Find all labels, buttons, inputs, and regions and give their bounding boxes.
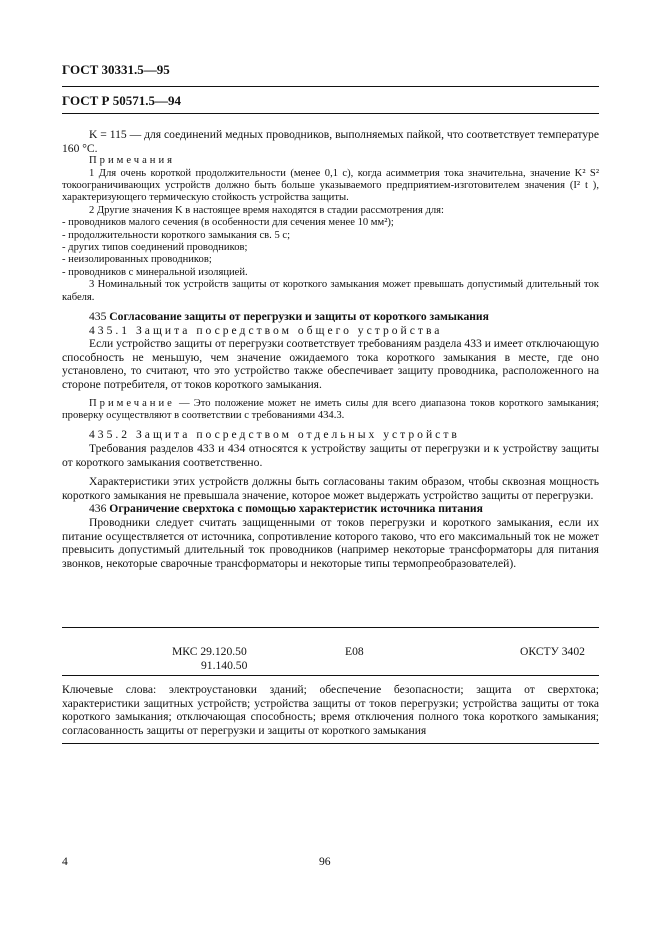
note-label: Примечание: [89, 397, 175, 409]
keywords-block: [62, 683, 599, 737]
footer-divider-bottom: [62, 743, 599, 744]
note-3: 3 Номинальный ток устройств защиты от короткого замыкания может превышать допустимый длительный ток кабеля.: [62, 279, 599, 303]
header-divider: [62, 86, 599, 87]
e08-code: Е08: [345, 645, 364, 658]
section-number: 435: [89, 310, 107, 324]
section-435-2-heading: 435.2 Защита посредством отдельных устройств: [89, 428, 460, 442]
section-435-1-note: [62, 398, 599, 423]
section-435-2-text-1: Требования разделов 433 и 434 относятся к устройству защиты от перегрузки и к устройству защиты от короткого замыкания соответственно.: [62, 442, 599, 469]
note-2-item: - проводников малого сечения (в особенности для сечения менее 10 мм²);: [62, 217, 394, 229]
note-2-item: - других типов соединений проводников;: [62, 242, 248, 254]
document-page: [62, 62, 599, 570]
header-divider-2: [62, 113, 599, 114]
section-436-text: Проводники следует считать защищенными от токов перегрузки и короткого замыкания, если их питание осуществляется от источника, сопротивление которого таково, что его максимальный ток не может превысить допустимый длительный ток проводников (например некоторые трансформаторы для питания звонков, некоторые сварочные трансформаторы и некоторые типы термопреобразователей).: [62, 516, 599, 570]
note-2-item: - проводников с минеральной изоляцией.: [62, 266, 248, 278]
section-title: Согласование защиты от перегрузки и защиты от короткого замыкания: [109, 310, 489, 324]
page-number-left: 4: [62, 855, 68, 868]
section-435-2-text-2: Характеристики этих устройств должны быть согласованы таким образом, чтобы сквозная мощность короткого замыкания не превышала значение, которое может выдержать устройство защиты от перегрузки.: [62, 475, 599, 502]
note-1: 1 Для очень короткой продолжительности (менее 0,1 с), когда асимметрия тока значительна, значение K² S² токоограничивающих устройств должно быть больше указываемого предприятием-изготовителем значения (I² t ), характеризующего термическую стойкость устройства защиты.: [62, 167, 599, 204]
standard-code-2: ГОСТ Р 50571.5—94: [62, 93, 181, 108]
footer-divider-top: [62, 627, 599, 628]
section-title: Ограничение сверхтока с помощью характеристик источника питания: [109, 502, 483, 516]
section-number: 436: [89, 502, 107, 516]
section-435-1-heading: 435.1 Защита посредством общего устройства: [89, 323, 443, 337]
section-435-1-text: Если устройство защиты от перегрузки соответствует требованиям раздела 433 и имеет отключающую способность не меньшую, чем значение ожидаемого тока короткого замыкания в месте, где оно установлено, то считают, что это устройство также обеспечивает защиту проводника, расположенного на стороне потребителя, от токов короткого замыкания.: [62, 337, 599, 392]
okstu-code: ОКСТУ 3402: [520, 645, 585, 658]
standard-code-1: ГОСТ 30331.5—95: [62, 62, 170, 77]
section-435-heading: [62, 310, 599, 324]
k-formula-text: K = 115 — для соединений медных проводников, выполняемых пайкой, что соответствует температуре 160 °С.: [62, 128, 599, 155]
note-2-item: - продолжительности короткого замыкания св. 5 с;: [62, 229, 291, 241]
section-436-heading: [62, 502, 599, 516]
mks-code-2: 91.140.50: [201, 658, 248, 672]
keywords-text: Ключевые слова: электроустановки зданий; обеспечение безопасности; защита от сверхтока; характеристики защитных устройств; устройства защиты от токов перегрузки; устройства защиты от тока короткого замыкания; отключающая способность; время отключения полного тока короткого замыкания; согласованность защиты от перегрузки и защиты от короткого замыкания: [62, 683, 599, 737]
notes-heading: Примечания: [89, 155, 175, 167]
page-number-center: 96: [319, 855, 331, 868]
footer-divider-mid: [62, 675, 599, 676]
note-text: — Это положение может не иметь силы для всего диапазона токов короткого замыкания; проверку осуществляют в соответствии с требованиями 434.3.: [62, 397, 599, 422]
mks-code-1: МКС 29.120.50: [172, 645, 247, 658]
note-2-intro: 2 Другие значения K в настоящее время находятся в стадии рассмотрения для:: [89, 204, 444, 216]
mks-codes: [172, 645, 247, 672]
note-2-item: - неизолированных проводников;: [62, 254, 212, 266]
